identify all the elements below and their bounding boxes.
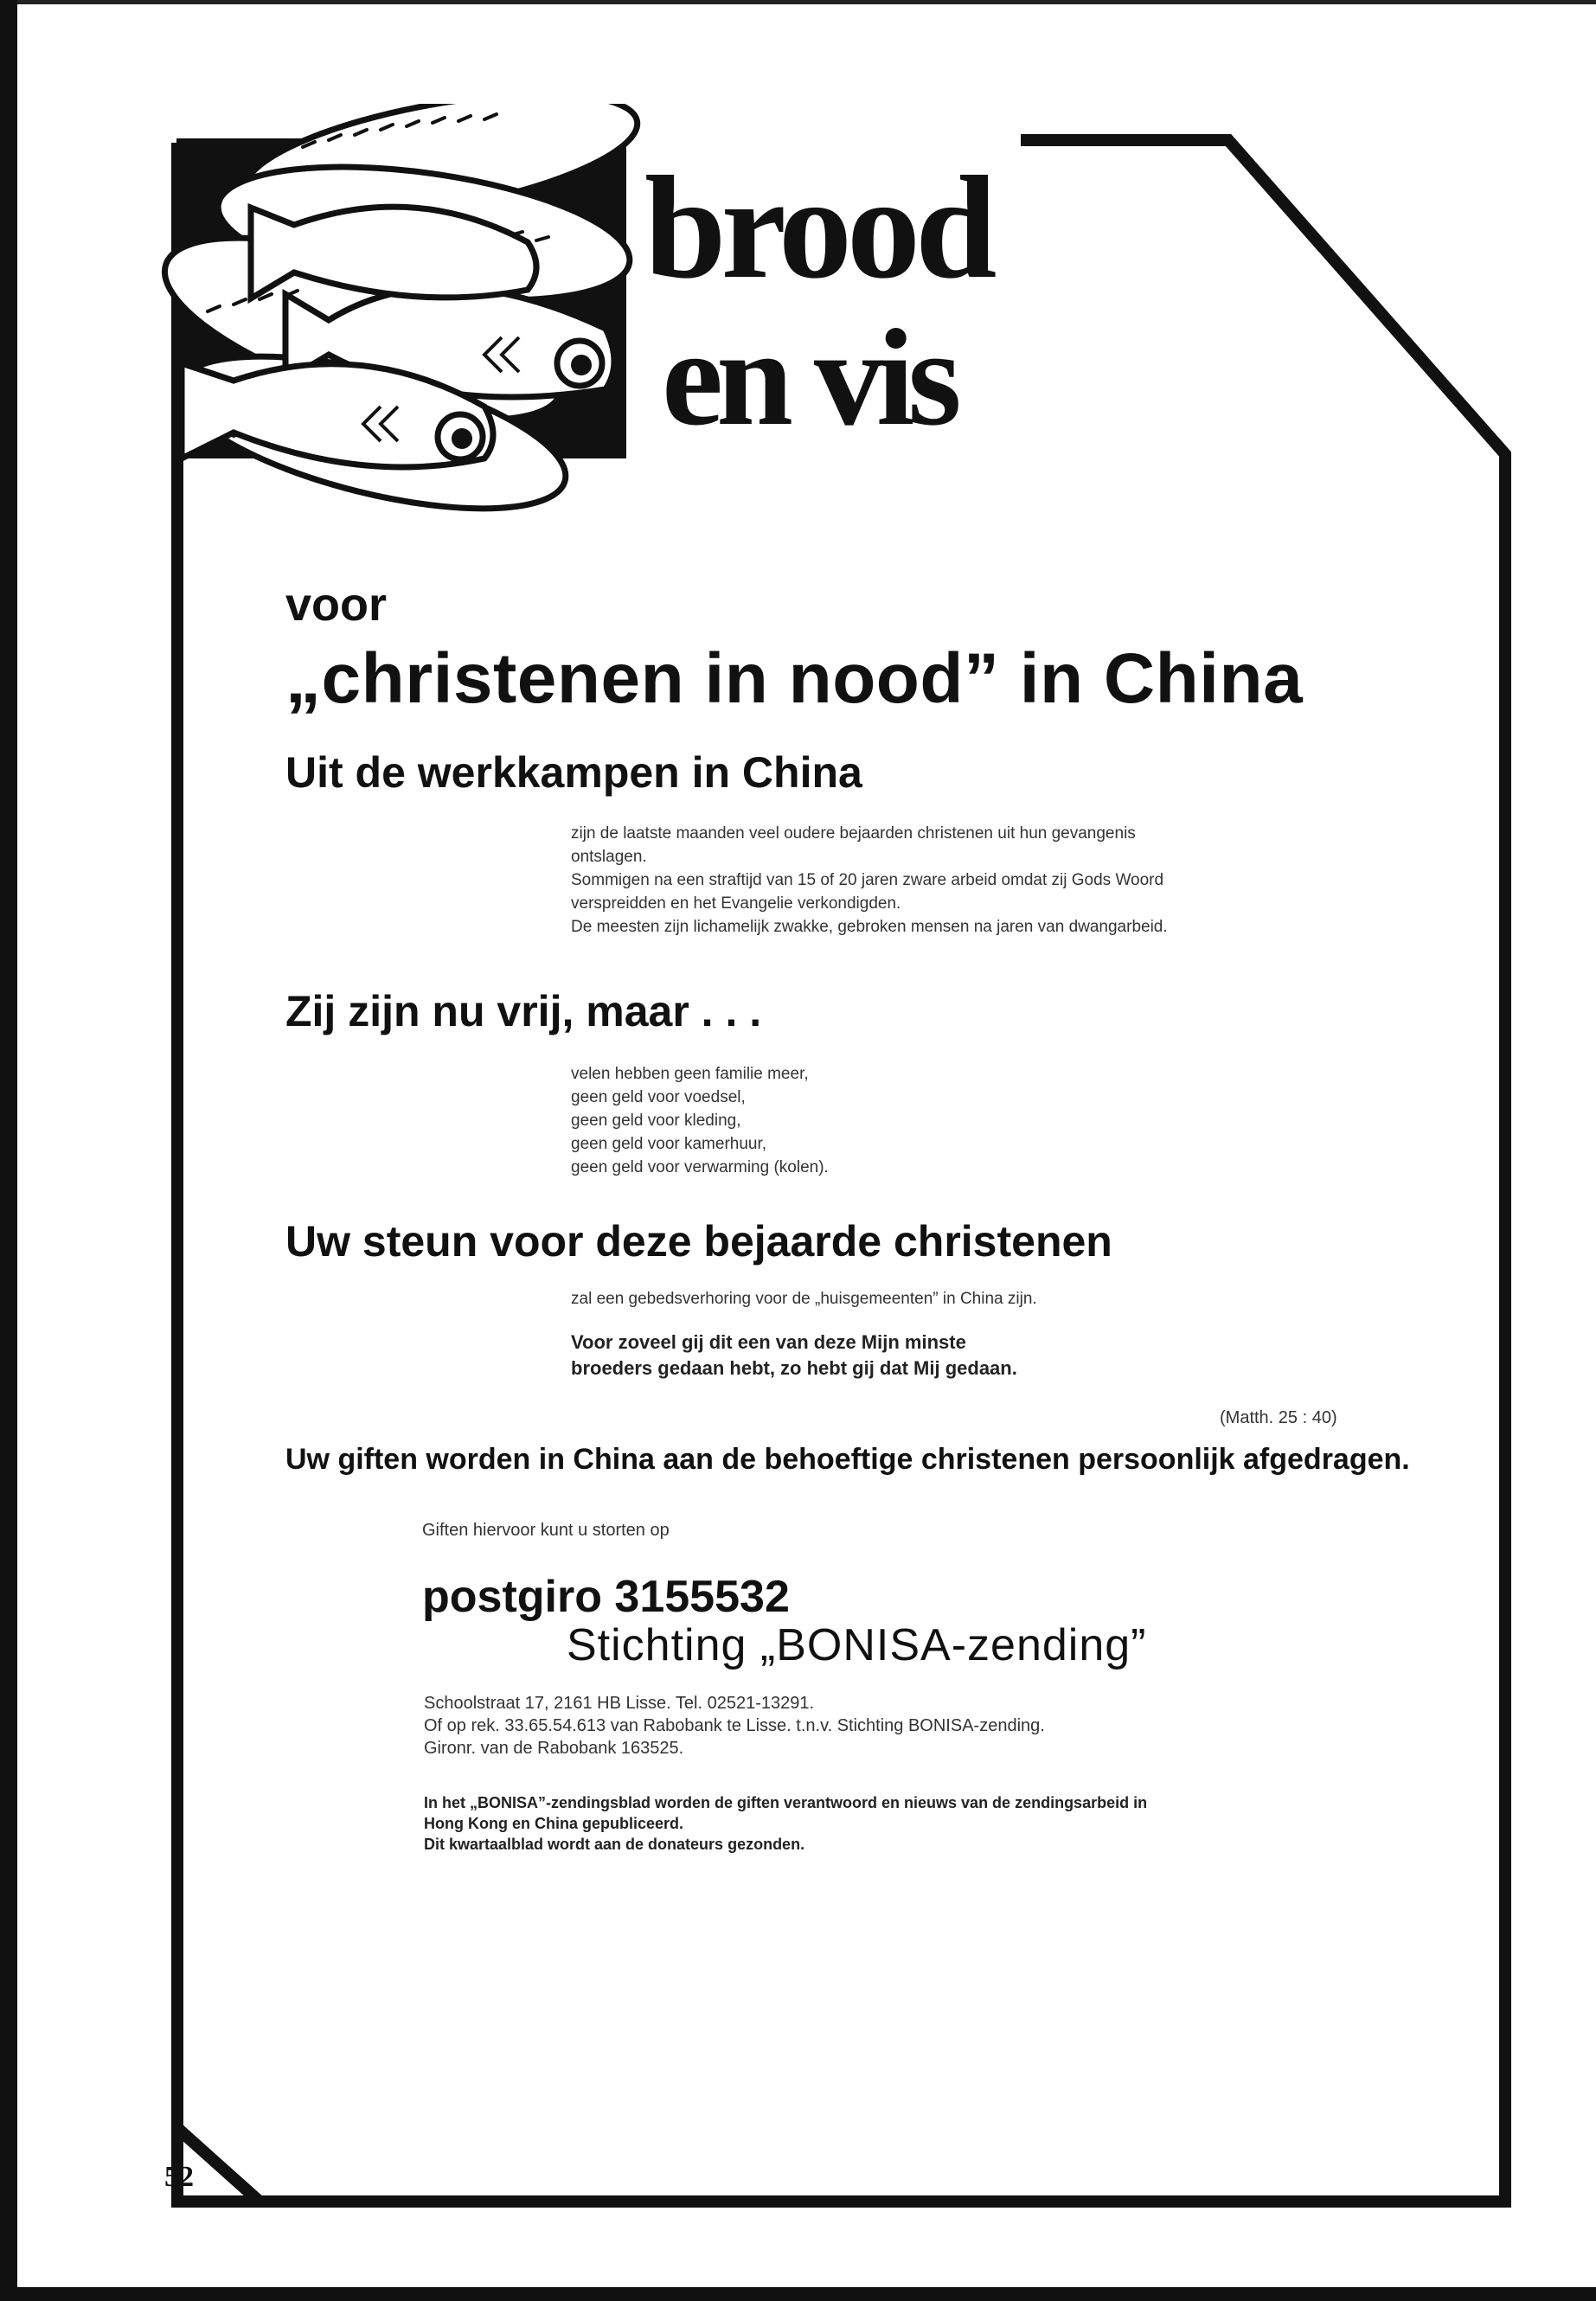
foundation-name: Stichting „BONISA-zending” [567, 1620, 1147, 1670]
brood-lettering: brood [644, 146, 992, 309]
page-number: 52 [164, 2161, 194, 2193]
en-vis-lettering: en vis [662, 300, 955, 454]
section3-line: zal een gebedsverhoring voor de „huisgemeenten” in China zijn. [571, 1290, 1037, 1308]
intro-voor: voor [285, 579, 388, 631]
address-block [424, 1692, 1462, 1759]
section2-line: geen geld voor kleding, [571, 1112, 741, 1130]
section2-line: geen geld voor verwarming (kolen). [571, 1158, 829, 1176]
main-title: „christenen in nood” in China [285, 639, 1304, 718]
gifts-subtext: Giften hiervoor kunt u storten op [422, 1521, 670, 1540]
gifts-heading: Uw giften worden in China aan de behoeftige christenen persoonlijk afgedragen. [285, 1443, 1410, 1476]
section2-line: velen hebben geen familie meer, [571, 1065, 809, 1083]
section3-body [571, 1287, 1436, 1311]
section1-line: ontslagen. [571, 848, 647, 866]
bible-quote [571, 1330, 1263, 1381]
section1-line: verspreidden en het Evangelie verkondigden. [571, 894, 901, 913]
postgiro-number: postgiro 3155532 [422, 1572, 790, 1622]
quote-line: Voor zoveel gij dit een van deze Mijn minste [571, 1331, 966, 1353]
address-line: Of op rek. 33.65.54.613 van Rabobank te Lisse. t.n.v. Stichting BONISA-zending. [424, 1716, 1045, 1735]
quote-line: broeders gedaan hebt, zo hebt gij dat Mij gedaan. [571, 1357, 1017, 1379]
newsletter-notice [424, 1792, 1462, 1855]
bread-and-fish-illustration [156, 104, 1090, 588]
section1-line: zijn de laatste maanden veel oudere bejaarden christenen uit hun gevangenis [571, 824, 1136, 843]
bible-reference: (Matth. 25 : 40) [1220, 1408, 1337, 1427]
section1-line: Sommigen na een straftijd van 15 of 20 jaren zware arbeid omdat zij Gods Woord [571, 871, 1164, 889]
notice-line: Dit kwartaalblad wordt aan de donateurs gezonden. [424, 1836, 805, 1853]
section2-line: geen geld voor kamerhuur, [571, 1135, 767, 1153]
section1-heading: Uit de werkkampen in China [285, 748, 862, 797]
notice-line: Hong Kong en China gepubliceerd. [424, 1815, 684, 1832]
notice-line: In het „BONISA”-zendingsblad worden de giften verantwoord en nieuws van de zendingsarbeid in [424, 1794, 1148, 1811]
section3-heading: Uw steun voor deze bejaarde christenen [285, 1217, 1112, 1266]
section1-body [571, 822, 1479, 939]
section2-heading: Zij zijn nu vrij, maar . . . [285, 987, 762, 1035]
address-line: Schoolstraat 17, 2161 HB Lisse. Tel. 02521-13291. [424, 1694, 815, 1713]
address-line: Gironr. van de Rabobank 163525. [424, 1739, 684, 1758]
section2-line: geen geld voor voedsel, [571, 1088, 746, 1106]
section1-line: De meesten zijn lichamelijk zwakke, gebroken mensen na jaren van dwangarbeid. [571, 918, 1168, 936]
section2-body [571, 1062, 1176, 1179]
